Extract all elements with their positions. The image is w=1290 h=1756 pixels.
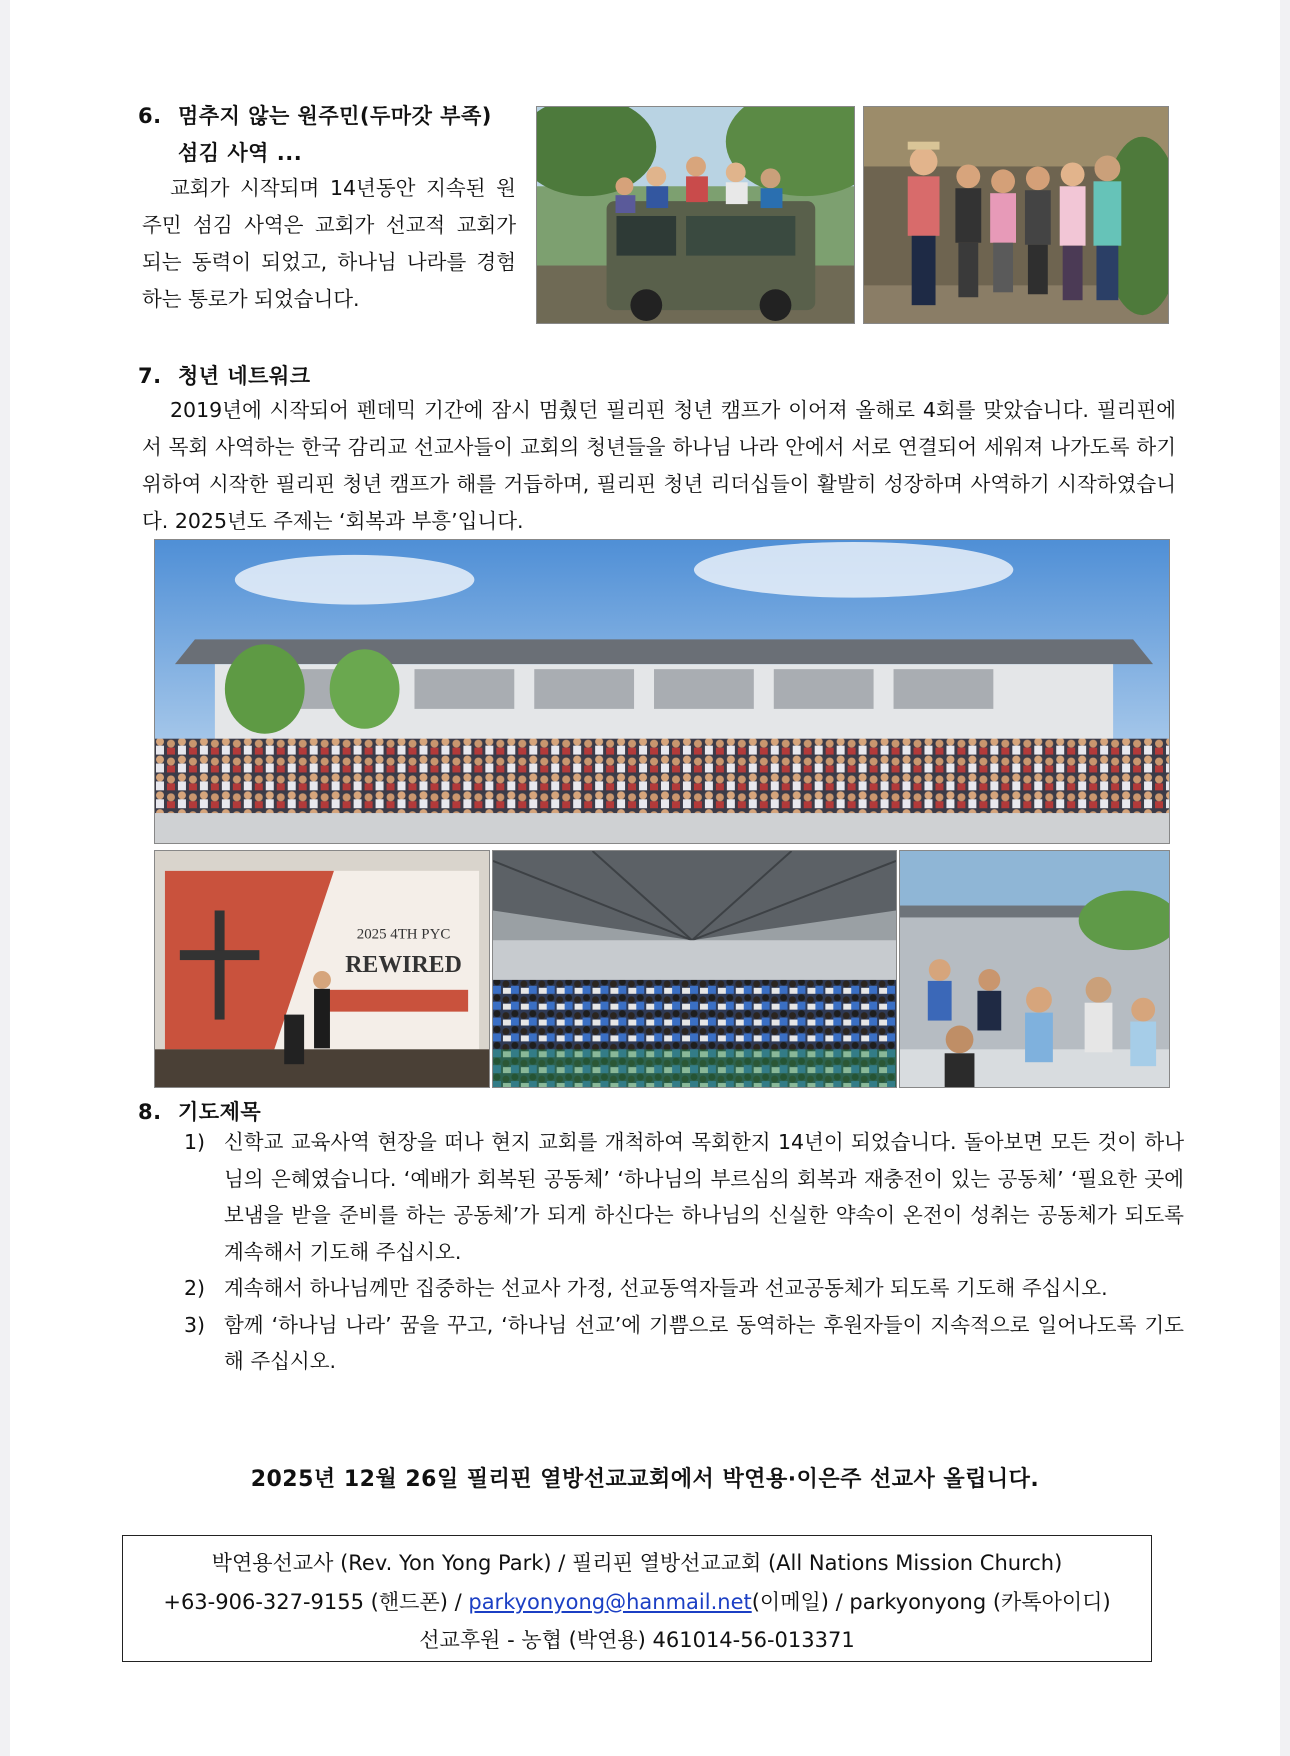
- section-8-heading: [138, 1096, 261, 1126]
- section-7-number: 7.: [138, 364, 162, 388]
- banner-line2: REWIRED: [345, 951, 462, 978]
- section-6-heading: [138, 100, 492, 130]
- youth-camp-group-photo: [154, 539, 1170, 844]
- contact-kakao: (이메일) / parkyonyong (카톡아이디): [751, 1589, 1111, 1614]
- contact-phone: +63-906-327-9155 (핸드폰) /: [163, 1589, 469, 1614]
- section-6-number: 6.: [138, 104, 162, 128]
- section-8-title: 기도제목: [178, 1100, 262, 1124]
- prayer-item-1-text: 신학교 교육사역 현장을 떠나 현지 교회를 개척하여 목회한지 14년이 되었습니다. 돌아보면 모든 것이 하나님의 은혜였습니다. ‘예배가 회복된 공동체’ ‘하나님의 부르심의 회복과 재충전이 있는 공동체’ ‘필요한 곳에 보냄을 받을 준비를 하는 공동체’가 되게 하신다는 하나님의 신실한 약속이 온전이 성취는 공동체가 되도록 계속해서 기도해 주십시오.: [224, 1130, 1184, 1264]
- contact-name-line: 박연용선교사 (Rev. Yon Yong Park) / 필리핀 열방선교교회 (All Nations Mission Church): [211, 1551, 1063, 1575]
- contact-box: [122, 1535, 1152, 1662]
- newsletter-page: [10, 0, 1280, 1756]
- prayer-list: [184, 1124, 1184, 1380]
- seated-youth-photo: [899, 850, 1170, 1088]
- prayer-item-3-text: 함께 ‘하나님 나라’ 꿈을 꾸고, ‘하나님 선교’에 기쁨으로 동역하는 후원자들이 지속적으로 일어나도록 기도해 주십시오.: [224, 1312, 1184, 1373]
- hall-worship-photo: [492, 850, 897, 1088]
- section-8-number: 8.: [138, 1100, 162, 1124]
- prayer-item-1: [184, 1124, 1184, 1270]
- group-standing-photo: [863, 106, 1169, 324]
- prayer-item-3-number: 3): [184, 1312, 206, 1337]
- prayer-item-1-number: 1): [184, 1130, 206, 1154]
- banner-line1: 2025 4TH PYC: [356, 926, 451, 943]
- prayer-item-2-text: 계속해서 하나님께만 집중하는 선교사 가정, 선교동역자들과 선교공동체가 되도록 기도해 주십시오.: [224, 1276, 1108, 1300]
- contact-phone-email-line: [123, 1583, 1151, 1622]
- prayer-item-3: [184, 1307, 1184, 1380]
- closing-signature: 2025년 12월 26일 필리핀 열방선교교회에서 박연용·이은주 선교사 올립니다.: [250, 1467, 1040, 1492]
- section-6-title-line1: 멈추지 않는 원주민(두마갓 부족): [178, 104, 492, 128]
- section-7-body: 2019년에 시작되어 펜데믹 기간에 잠시 멈췄던 필리핀 청년 캠프가 이어져 올해로 4회를 맞았습니다. 필리핀에서 목회 사역하는 한국 감리교 선교사들이 교회의 청년들을 하나님 나라 안에서 서로 연결되어 세워져 나가도록 하기 위하여 시작한 필리핀 청년 캠프가 해를 거듭하며, 필리핀 청년 리더십들이 활발히 성장하며 사역하기 시작하였습니다. 2025년도 주제는 ‘회복과 부흥’입니다.: [142, 398, 1176, 533]
- contact-bank-line: 선교후원 - 농협 (박연용) 461014-56-013371: [419, 1628, 855, 1652]
- contact-email-link[interactable]: parkyonyong@hanmail.net: [468, 1589, 752, 1614]
- section-6-title-line2: 섬김 사역 ...: [178, 141, 303, 165]
- prayer-item-2: [184, 1270, 1184, 1307]
- rewired-banner-photo: [154, 850, 490, 1088]
- section-7-heading: [138, 360, 311, 390]
- section-7-title: 청년 네트워크: [178, 364, 311, 388]
- jeepney-photo: [536, 106, 855, 324]
- prayer-item-2-number: 2): [184, 1276, 206, 1300]
- section-6-body: 교회가 시작되며 14년동안 지속된 원주민 섬김 사역은 교회가 선교적 교회가 되는 동력이 되었고, 하나님 나라를 경험하는 통로가 되었습니다.: [142, 176, 516, 311]
